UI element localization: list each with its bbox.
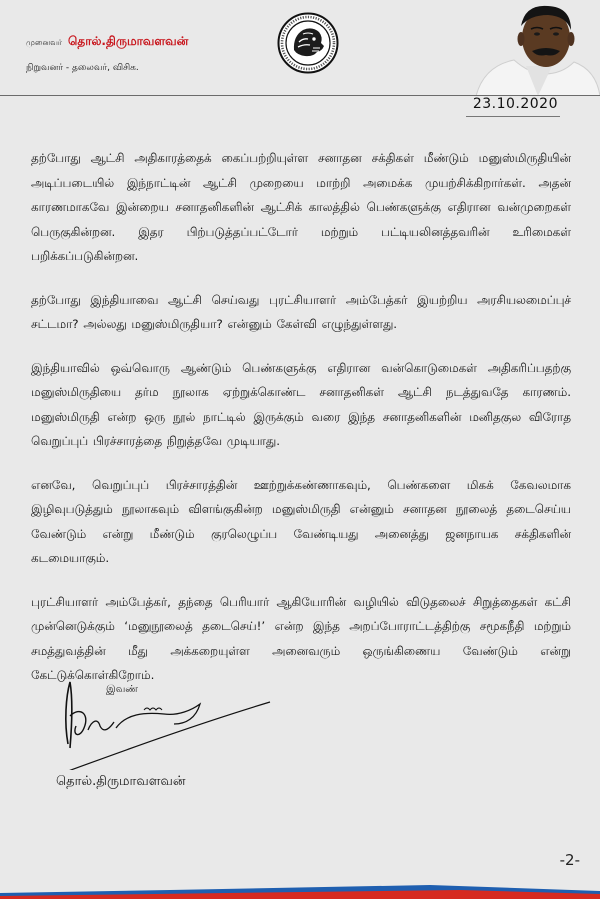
founder-role: நிறுவனர் - தலைவர், விசிக. bbox=[26, 63, 139, 73]
letterhead bbox=[0, 0, 600, 96]
footer-stripe bbox=[0, 885, 600, 899]
handwritten-signature bbox=[24, 670, 274, 770]
page-number: -2- bbox=[559, 851, 580, 869]
paragraph-1: தற்போது ஆட்சி அதிகாரத்தைக் கைப்பற்றியுள்ள சனாதன சக்திகள் மீண்டும் மனுஸ்மிருதியின் அடிப்படையில் இந்நாட்டின் ஆட்சி முறையை மாற்றி அமைக்க முயற்சிக்கிறார்கள். அதன் காரணமாகவே இன்றைய சனாதனிகளின் ஆட்சிக் காலத்தில் பெண்களுக்கு எதிரான வன்முறைகள் பெருகுகின்றன. இதர பிற்படுத்தப்பட்டோர் மற்றும் பட்டியலினத்தவரின் உரிமைகள் பறிக்கப்படுகின்றன. bbox=[31, 151, 571, 263]
founder-name: தொல்.திருமாவளவன் bbox=[68, 34, 189, 48]
signature-label: இவண் bbox=[106, 684, 139, 695]
paragraph-3: இந்தியாவில் ஒவ்வொரு ஆண்டும் பெண்களுக்கு எதிரான வன்கொடுமைகள் அதிகரிப்பதற்கு மனுஸ்மிருதியை தர்ம நூலாக ஏற்றுக்கொண்ட சனாதனிகள் ஆட்சி நடத்துவதே காரணம். மனுஸ்மிருதி என்ற ஒரு நூல் நாட்டில் இருக்கும் வரை இந்த சனாதனிகளின் மனிதகுல விரோத வெறுப்புப் பிரச்சாரத்தை நிறுத்தவே முடியாது. bbox=[31, 360, 571, 448]
signatory-name: தொல்.திருமாவளவன் bbox=[56, 774, 186, 789]
letter-date: 23.10.2020 bbox=[472, 96, 558, 112]
signature-block bbox=[24, 670, 304, 800]
statement-body bbox=[31, 146, 571, 707]
date-underline bbox=[466, 116, 560, 117]
founder-title-prefix: முனைவர் bbox=[26, 38, 63, 47]
paragraph-5: புரட்சியாளர் அம்பேத்கர், தந்தை பெரியார் ஆகியோரின் வழியில் விடுதலைச் சிறுத்தைகள் கட்சி முன்னெடுக்கும் ‘மனுநூலைத் தடைசெய்!’ என்ற இந்த அறப்போராட்டத்திற்கு சமூகநீதி மற்றும் சமத்துவத்தின் மீது அக்கறையுள்ள அனைவரும் ஒருங்கிணைய வேண்டும் என்று கேட்டுக்கொள்கிறோம். bbox=[31, 594, 571, 682]
founder-line bbox=[26, 34, 188, 50]
leader-portrait bbox=[476, 0, 600, 96]
party-seal-logo bbox=[277, 12, 339, 74]
paragraph-2: தற்போது இந்தியாவை ஆட்சி செய்வது புரட்சியாளர் அம்பேத்கர் இயற்றிய அரசியலமைப்புச் சட்டமா? அல்லது மனுஸ்மிருதியா? என்னும் கேள்வி எழுந்துள்ளது. bbox=[31, 292, 571, 331]
paragraph-4: எனவே, வெறுப்புப் பிரச்சாரத்தின் ஊற்றுக்கண்ணாகவும், பெண்களை மிகக் கேவலமாக இழிவுபடுத்தும் நூலாகவும் விளங்குகின்ற மனுஸ்மிருதி என்னும் சனாதன நூலைத் தடைசெய்ய வேண்டும் என்று மீண்டும் குரலெழுப்ப வேண்டியது அனைத்து ஜனநாயக சக்திகளின் கடமையாகும். bbox=[31, 477, 571, 565]
